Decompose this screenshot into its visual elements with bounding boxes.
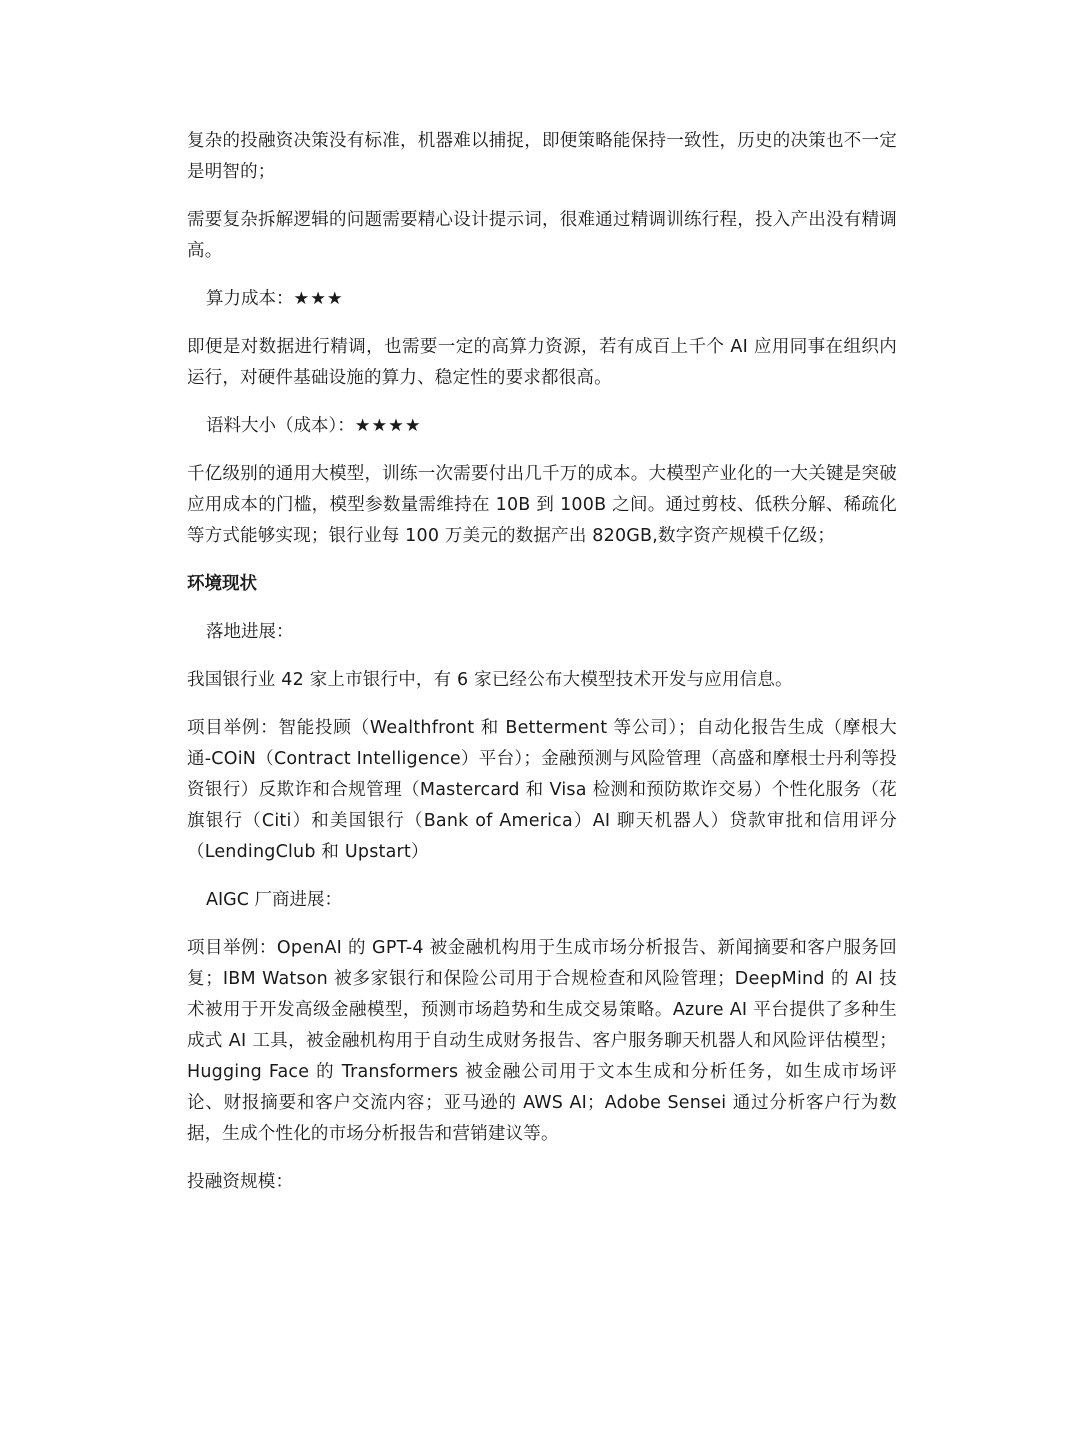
corpus-size-rating: ★★★★ (354, 416, 422, 436)
compute-cost-rating: ★★★ (293, 289, 344, 309)
paragraph-project-examples: 项目举例：智能投顾（Wealthfront 和 Betterment 等公司）；自动化报告生成（摩根大通-COiN（Contract Intelligence）平台）；金融预测与风险管理（高盛和摩根士丹利等投资银行）反欺诈和合规管理（Mastercard 和 Visa 检测和预防欺诈交易）个性化服务（花旗银行（Citi）和美国银行（Bank of America）AI 聊天机器人）贷款审批和信用评分（LendingClub 和 Upstart） (187, 718, 897, 862)
paragraph-training-cost: 千亿级别的通用大模型，训练一次需要付出几千万的成本。大模型产业化的一大关键是突破应用成本的门槛，模型参数量需维持在 10B 到 100B 之间。通过剪枝、低秩分解、稀疏化等方式能够实现；银行业每 100 万美元的数据产出 820GB,数字资产规模千亿级； (187, 464, 897, 546)
paragraph-decision-standards: 复杂的投融资决策没有标准，机器难以捕捉，即便策略能保持一致性，历史的决策也不一定是明智的； (187, 131, 897, 182)
corpus-size-label: 语料大小（成本）： (206, 416, 355, 436)
document-body (187, 126, 897, 1215)
compute-cost-line (187, 284, 897, 315)
funding-scale-label: 投融资规模： (187, 1172, 294, 1192)
paragraph-compute-resources: 即便是对数据进行精调，也需要一定的高算力资源，若有成百上千个 AI 应用同事在组织内运行，对硬件基础设施的算力、稳定性的要求都很高。 (187, 337, 897, 388)
aigc-vendor-progress-label: AIGC 厂商进展： (206, 890, 342, 910)
paragraph-bank-adoption: 我国银行业 42 家上市银行中，有 6 家已经公布大模型技术开发与应用信息。 (187, 670, 793, 690)
section-title-environment: 环境现状 (187, 574, 257, 594)
compute-cost-label: 算力成本： (206, 289, 294, 309)
landing-progress-label: 落地进展： (206, 622, 294, 642)
paragraph-aigc-examples: 项目举例：OpenAI 的 GPT-4 被金融机构用于生成市场分析报告、新闻摘要和客户服务回复；IBM Watson 被多家银行和保险公司用于合规检查和风险管理；DeepMind 的 AI 技术被用于开发高级金融模型，预测市场趋势和生成交易策略。Azure AI 平台提供了多种生成式 AI 工具，被金融机构用于自动生成财务报告、客户服务聊天机器人和风险评估模型；Hugging Face 的 Transformers 被金融公司用于文本生成和分析任务，如生成市场评论、财报摘要和客户交流内容；亚马逊的 AWS AI；Adobe Sensei 通过分析客户行为数据，生成个性化的市场分析报告和营销建议等。 (187, 938, 897, 1144)
paragraph-prompt-design: 需要复杂拆解逻辑的问题需要精心设计提示词，很难通过精调训练行程，投入产出没有精调高。 (187, 210, 897, 261)
corpus-size-line (187, 411, 897, 442)
